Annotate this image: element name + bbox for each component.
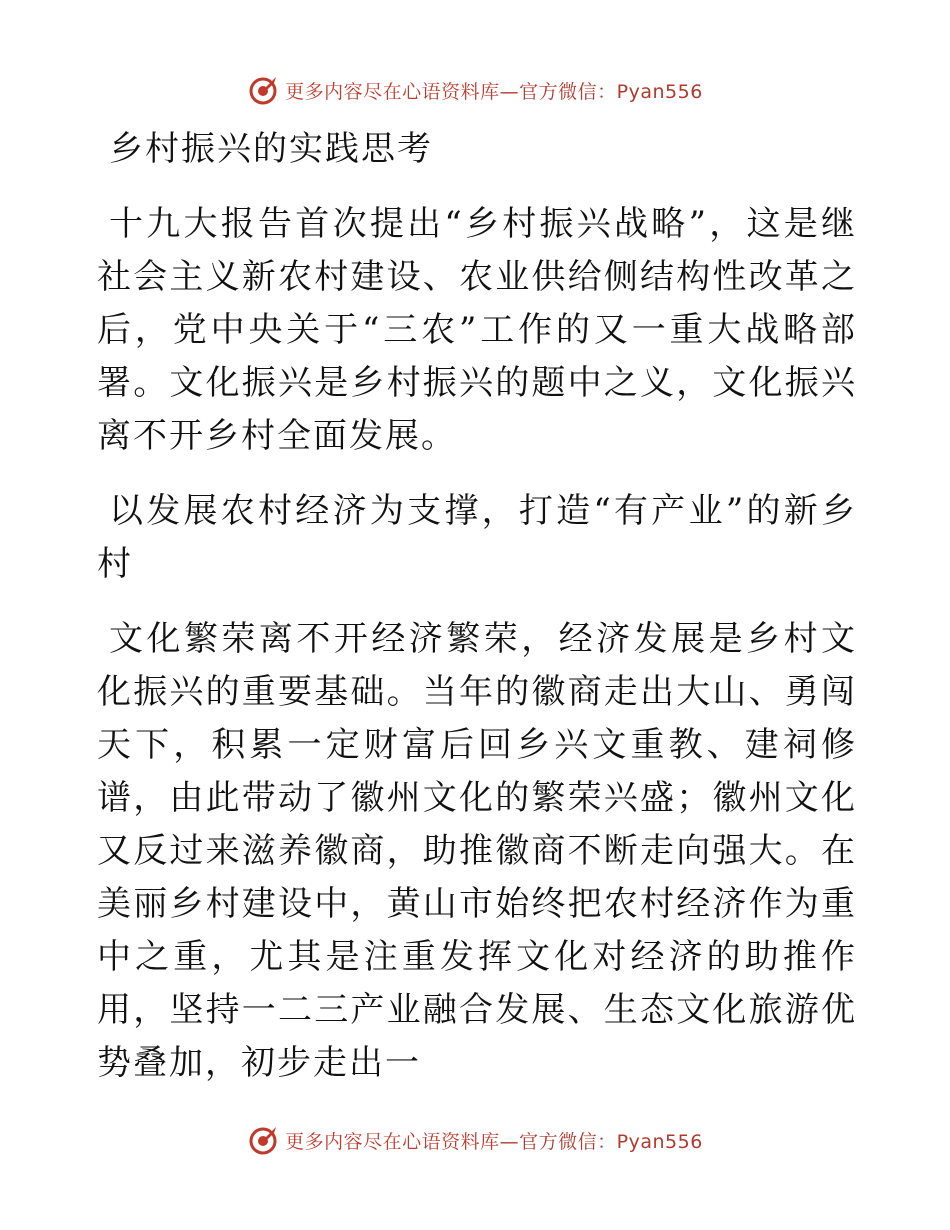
header-banner-main: 更多内容尽在心语资料库 xyxy=(285,80,500,103)
footer-banner-text xyxy=(285,1127,703,1154)
footer-banner-dash: — xyxy=(499,1130,520,1153)
footer-banner-main: 更多内容尽在心语资料库 xyxy=(285,1130,500,1153)
document-title: 乡村振兴的实践思考 xyxy=(109,129,433,169)
paragraph-economy: 文化繁荣离不开经济繁荣，经济发展是乡村文化振兴的重要基础。当年的徽商走出大山、勇闯天下，积累一定财富后回乡兴文重教、建祠修谱，由此带动了徽州文化的繁荣兴盛；徽州文化又反过来滋养徽商，助推徽商不断走向强大。在美丽乡村建设中，黄山市始终把农村经济作为重中之重，尤其是注重发挥文化对经济的助推作用，坚持一二三产业融合发展、生态文化旅游优势叠加，初步走出一 xyxy=(97,619,857,1083)
paragraph-intro: 十九大报告首次提出“乡村振兴战略”，这是继社会主义新农村建设、农业供给侧结构性改革之后，党中央关于“三农”工作的又一重大战略部署。文化振兴是乡村振兴的题中之义，文化振兴离不开乡村全面发展。 xyxy=(97,204,857,456)
document-body xyxy=(97,123,857,1090)
header-banner-inner xyxy=(247,74,703,106)
footer-banner-wechat: 官方微信：Pyan556 xyxy=(519,1130,703,1153)
quill-circle-icon xyxy=(247,1124,279,1156)
footer-banner xyxy=(0,1120,950,1160)
footer-banner-inner xyxy=(247,1124,703,1156)
header-banner-text xyxy=(285,77,703,104)
quill-circle-icon xyxy=(247,74,279,106)
header-banner xyxy=(0,70,950,110)
section-heading: 以发展农村经济为支撑，打造“有产业”的新乡村 xyxy=(97,491,857,584)
header-banner-dash: — xyxy=(499,80,520,103)
header-banner-wechat: 官方微信：Pyan556 xyxy=(519,80,703,103)
